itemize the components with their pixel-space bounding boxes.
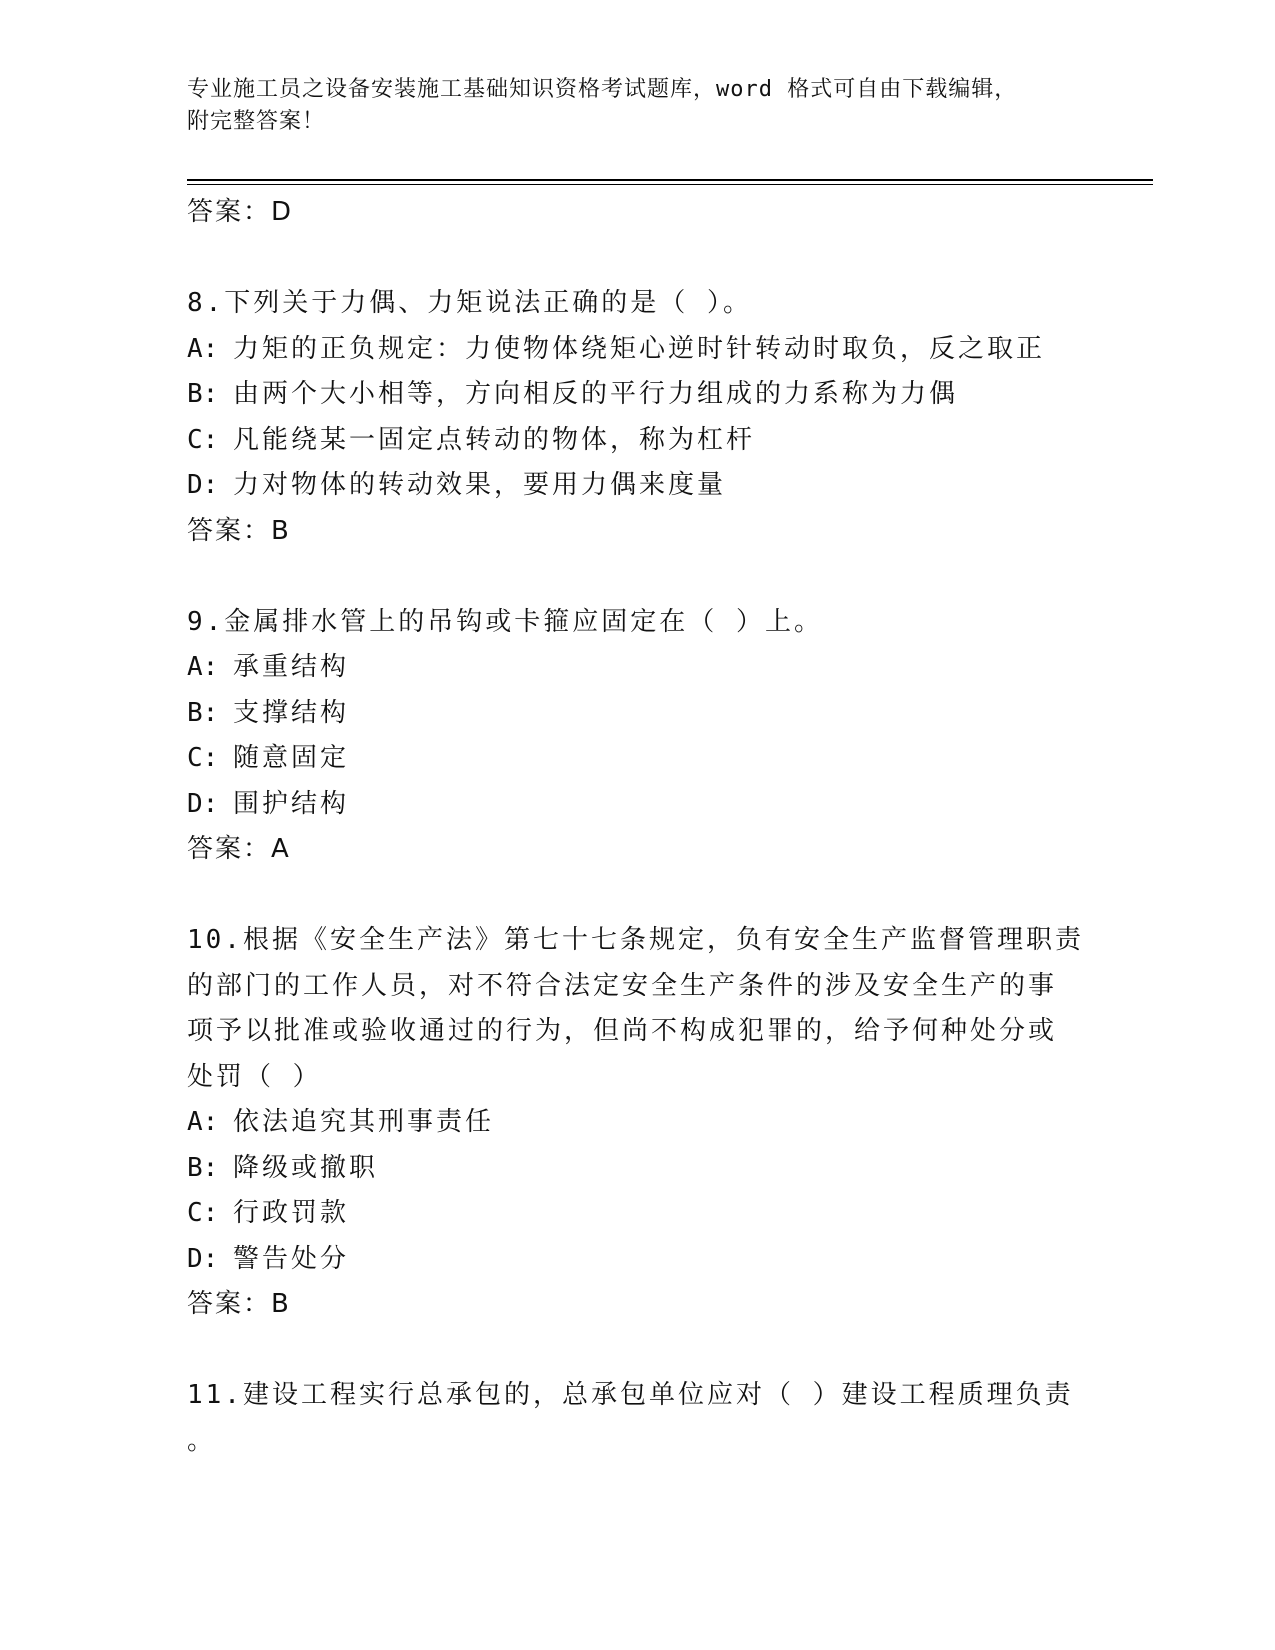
option-prefix: D: xyxy=(187,1243,219,1274)
header-divider-thin xyxy=(187,184,1153,185)
option-text: 支撑结构 xyxy=(233,697,350,728)
option-text: 行政罚款 xyxy=(233,1198,350,1228)
question-11 xyxy=(187,1373,1087,1464)
option-prefix: B: xyxy=(187,1152,219,1183)
option-prefix: D: xyxy=(187,788,219,819)
question-10-text-line-2: 的部门的工作人员，对不符合法定安全生产条件的涉及安全生产的事 xyxy=(187,970,1058,1001)
option-text: 降级或撤职 xyxy=(233,1152,379,1183)
option-text: 由两个大小相等，方向相反的平行力组成的力系称为力偶 xyxy=(233,379,959,409)
question-9-option-a xyxy=(187,645,1087,691)
question-10 xyxy=(187,918,1087,1328)
option-prefix: C: xyxy=(187,424,219,455)
question-9-option-d xyxy=(187,782,1087,828)
question-8-option-c xyxy=(187,418,1087,464)
question-list xyxy=(187,190,1087,1464)
option-text: 围护结构 xyxy=(233,788,350,819)
option-prefix: B: xyxy=(187,379,219,409)
question-10-option-d xyxy=(187,1237,1087,1283)
question-9 xyxy=(187,600,1087,873)
option-prefix: C: xyxy=(187,1198,219,1228)
question-9-answer: 答案：A xyxy=(187,834,291,864)
option-text: 承重结构 xyxy=(233,652,350,682)
option-prefix: C: xyxy=(187,743,219,773)
header-divider-thick xyxy=(187,179,1153,181)
spacer xyxy=(187,554,1087,600)
question-10-text-line-1: 10.根据《安全生产法》第七十七条规定，负有安全生产监督管理职责 xyxy=(187,925,1084,955)
question-9-option-c xyxy=(187,736,1087,782)
question-10-text-line-4: 处罚（ ） xyxy=(187,1061,322,1092)
spacer xyxy=(187,236,1087,282)
option-prefix: A: xyxy=(187,1107,219,1137)
option-text: 警告处分 xyxy=(233,1243,350,1274)
answer-line-prev: 答案：D xyxy=(187,197,294,227)
question-10-option-a xyxy=(187,1100,1087,1146)
header-line-2: 附完整答案！ xyxy=(187,109,326,134)
question-9-option-b xyxy=(187,691,1087,737)
document-header xyxy=(187,74,1067,138)
option-text: 力矩的正负规定：力使物体绕矩心逆时针转动时取负，反之取正 xyxy=(233,333,1046,364)
option-text: 随意固定 xyxy=(233,743,350,773)
question-8-answer: 答案：B xyxy=(187,515,291,546)
spacer xyxy=(187,1328,1087,1374)
question-9-text: 9.金属排水管上的吊钩或卡箍应固定在（ ）上。 xyxy=(187,606,823,637)
question-10-option-b xyxy=(187,1146,1087,1192)
question-11-text-line-2: 。 xyxy=(187,1425,217,1456)
question-10-answer: 答案：B xyxy=(187,1289,291,1319)
question-8 xyxy=(187,281,1087,554)
question-11-text-line-1: 11.建设工程实行总承包的，总承包单位应对（ ）建设工程质理负责 xyxy=(187,1380,1074,1410)
header-line-1: 专业施工员之设备安装施工基础知识资格考试题库，word 格式可自由下载编辑， xyxy=(187,77,1018,102)
question-10-text-line-3: 项予以批准或验收通过的行为，但尚不构成犯罪的，给予何种处分或 xyxy=(187,1016,1058,1046)
question-8-text: 8.下列关于力偶、力矩说法正确的是（ ）。 xyxy=(187,288,752,318)
question-10-option-c xyxy=(187,1191,1087,1237)
option-text: 凡能绕某一固定点转动的物体，称为杠杆 xyxy=(233,424,756,455)
question-8-option-d xyxy=(187,463,1087,509)
option-prefix: B: xyxy=(187,697,219,728)
spacer xyxy=(187,873,1087,919)
question-8-option-b xyxy=(187,372,1087,418)
option-text: 依法追究其刑事责任 xyxy=(233,1107,495,1137)
option-prefix: A: xyxy=(187,333,219,364)
option-text: 力对物体的转动效果，要用力偶来度量 xyxy=(233,470,727,500)
question-8-option-a xyxy=(187,327,1087,373)
option-prefix: D: xyxy=(187,470,219,500)
option-prefix: A: xyxy=(187,652,219,682)
